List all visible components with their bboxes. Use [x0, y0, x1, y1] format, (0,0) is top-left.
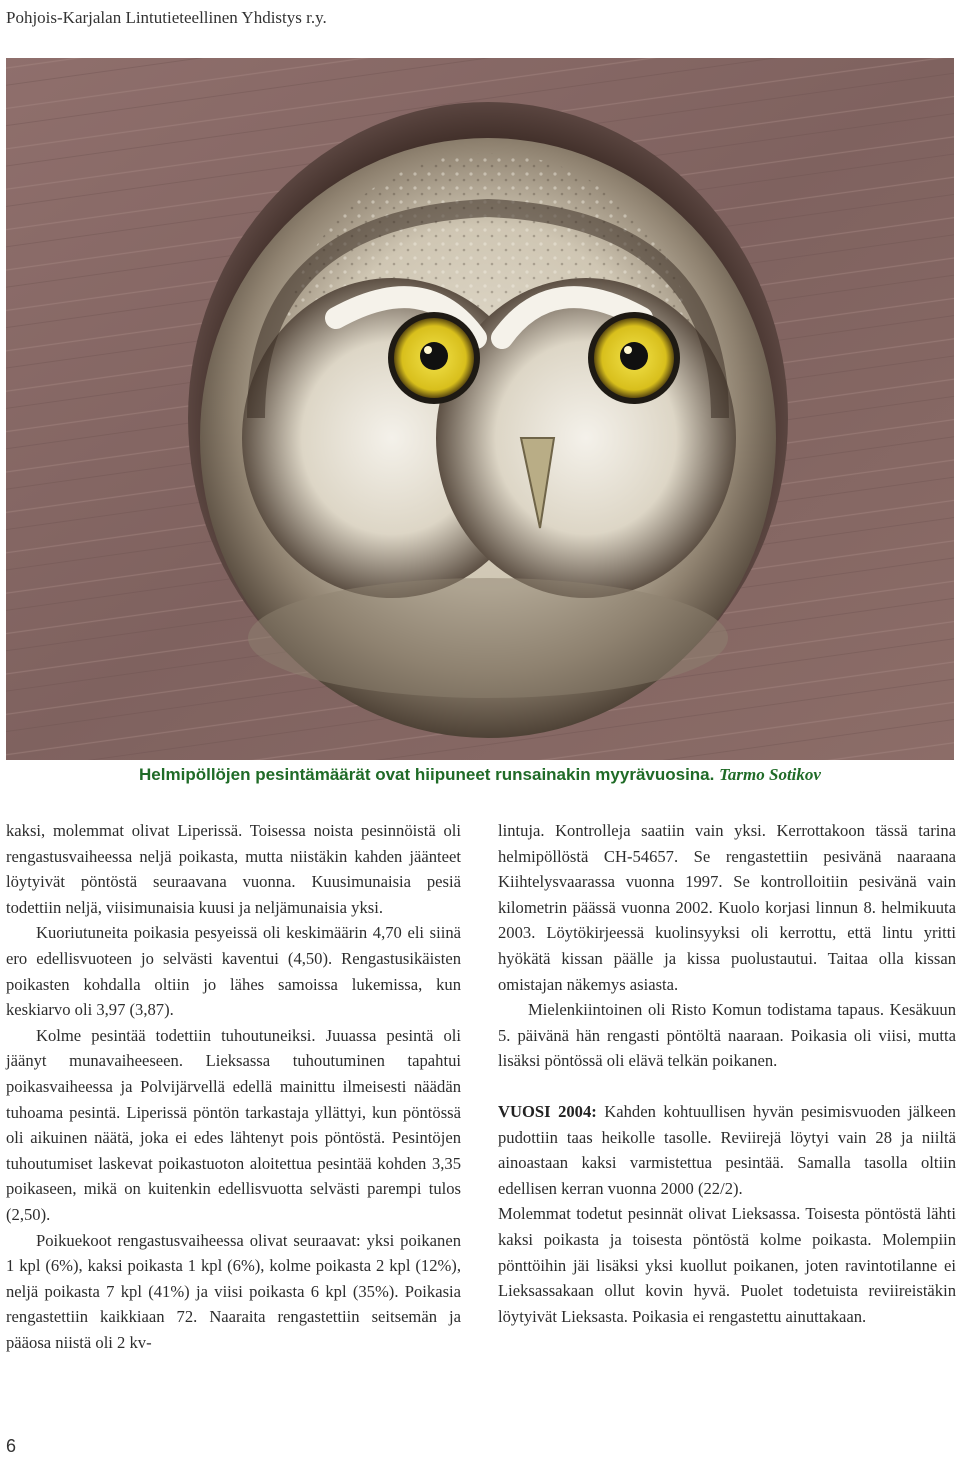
- owl-photo: [6, 58, 954, 760]
- right-paragraph-2: Mielenkiintoinen oli Risto Komun todistama tapaus. Kesäkuun 5. päivänä hän rengasti pöntöltä naaraan. Poikasia oli viisi, mutta lisäksi pöntössä oli elävä telkän poikanen.: [498, 1000, 956, 1071]
- left-paragraph-3: Kolme pesintää todettiin tuhoutuneiksi. Juuassa pesintä oli jäänyt munavaiheeseen. Lieksassa tuhoutuminen tapahtui poikasvaiheessa ja Polvijärvellä edellä mainittu ilmeisesti näädän tuhoama pesintä. Liperissä pöntön tarkastaja yllättyi, kun pöntössä oli aikuinen näätä, joka ei edes lähtenyt pois pöntöstä. Pesintöjen tuhoutumiset laskevat poikastuoton aloitettua pesintää kohden 3,35 poikaseen, mikä on kuitenkin edellisvuotta selvästi parempi tulos (2,50).: [6, 1025, 461, 1224]
- right-paragraph-3-text: Kahden kohtuullisen hyvän pesimisvuoden jälkeen pudottiin taas heikolle tasolle. Reviirejä löytyi vain 28 ja niiltä ainoastaan kaksi varmistettua pesintää. Samalla tasolla oltiin edellisen kerran vuonna 2000 (22/2).: [498, 1101, 956, 1198]
- boreal-owl-photo-icon: [6, 58, 954, 760]
- caption-text: Helmipöllöjen pesintämäärät ovat hiipuneet runsainakin myyrävuosina.: [139, 765, 720, 784]
- photo-credit: Tarmo Sotikov: [719, 765, 821, 784]
- left-column: [6, 818, 461, 1355]
- page-number: 6: [6, 1436, 17, 1456]
- left-paragraph-4: Poikuekoot rengastusvaiheessa olivat seuraavat: yksi poikanen 1 kpl (6%), kaksi poikasta 1 kpl (6%), kolme poikasta 2 kpl (12%), neljä poikasta 7 kpl (41%) ja viisi poikasta 6 kpl (35%). Poikasia rengastettiin kaikkiaan 72. Naaraita rengastettiin seitsemän ja pääosa niistä oli 2 kv-: [6, 1230, 461, 1352]
- photo-caption: [0, 765, 960, 785]
- page-header: Pohjois-Karjalan Lintutieteellinen Yhdistys r.y.: [6, 8, 327, 27]
- right-paragraph-3: [498, 1099, 956, 1201]
- right-column: [498, 818, 956, 1329]
- right-paragraph-4: Molemmat todetut pesinnät olivat Lieksassa. Toisesta pöntöstä lähti kaksi poikasta ja toisesta pöntöstä kolme poikasta. Molempiin pönttöihin jäi lisäksi yksi kuollut poikanen, joten ravintotilanne ei Lieksassakaan ollut kovin hyvä. Puolet todetuista reviireistäkin löytyivät Lieksasta. Poikasia ei rengastettu ainuttakaan.: [498, 1204, 956, 1326]
- left-paragraph-2: Kuoriutuneita poikasia pesyeissä oli keskimäärin 4,70 eli siinä ero edellisvuoteen jo selvästi kaventui (4,50). Rengastusikäisten poikasten kohdalla oltiin jo lähes samoissa lukemissa, kun keskiarvo oli 3,97 (3,87).: [6, 923, 461, 1020]
- left-paragraph-1: kaksi, molemmat olivat Liperissä. Toisessa noista pesinnöistä oli rengastusvaiheessa neljä poikasta, mutta niistäkin kahden jäänteet löytyivät pöntöstä seuraavana vuonna. Kuusimunaisia pesiä todettiin neljä, viisimunaisia kuusi ja neljämunaisia yksi.: [6, 821, 461, 917]
- right-paragraph-1: lintuja. Kontrolleja saatiin vain yksi. Kerrottakoon tässä tarina helmipöllöstä CH-54657. Se rengastettiin pesivänä naaraana Kiihtelysvaarassa vuonna 1997. Se kontrolloitiin pesivänä vain kilometrin päässä vuonna 2002. Kuolo korjasi linnun 8. helmikuuta 2003. Löytökirjeessä kuolinsyyksi oli kerrottu, että lintu yritti hyökätä kissan päälle ja kissa puolustautui. Taitaa olla kissan omistajan näkemys asiasta.: [498, 821, 956, 994]
- section-heading-2004: VUOSI 2004:: [498, 1101, 597, 1121]
